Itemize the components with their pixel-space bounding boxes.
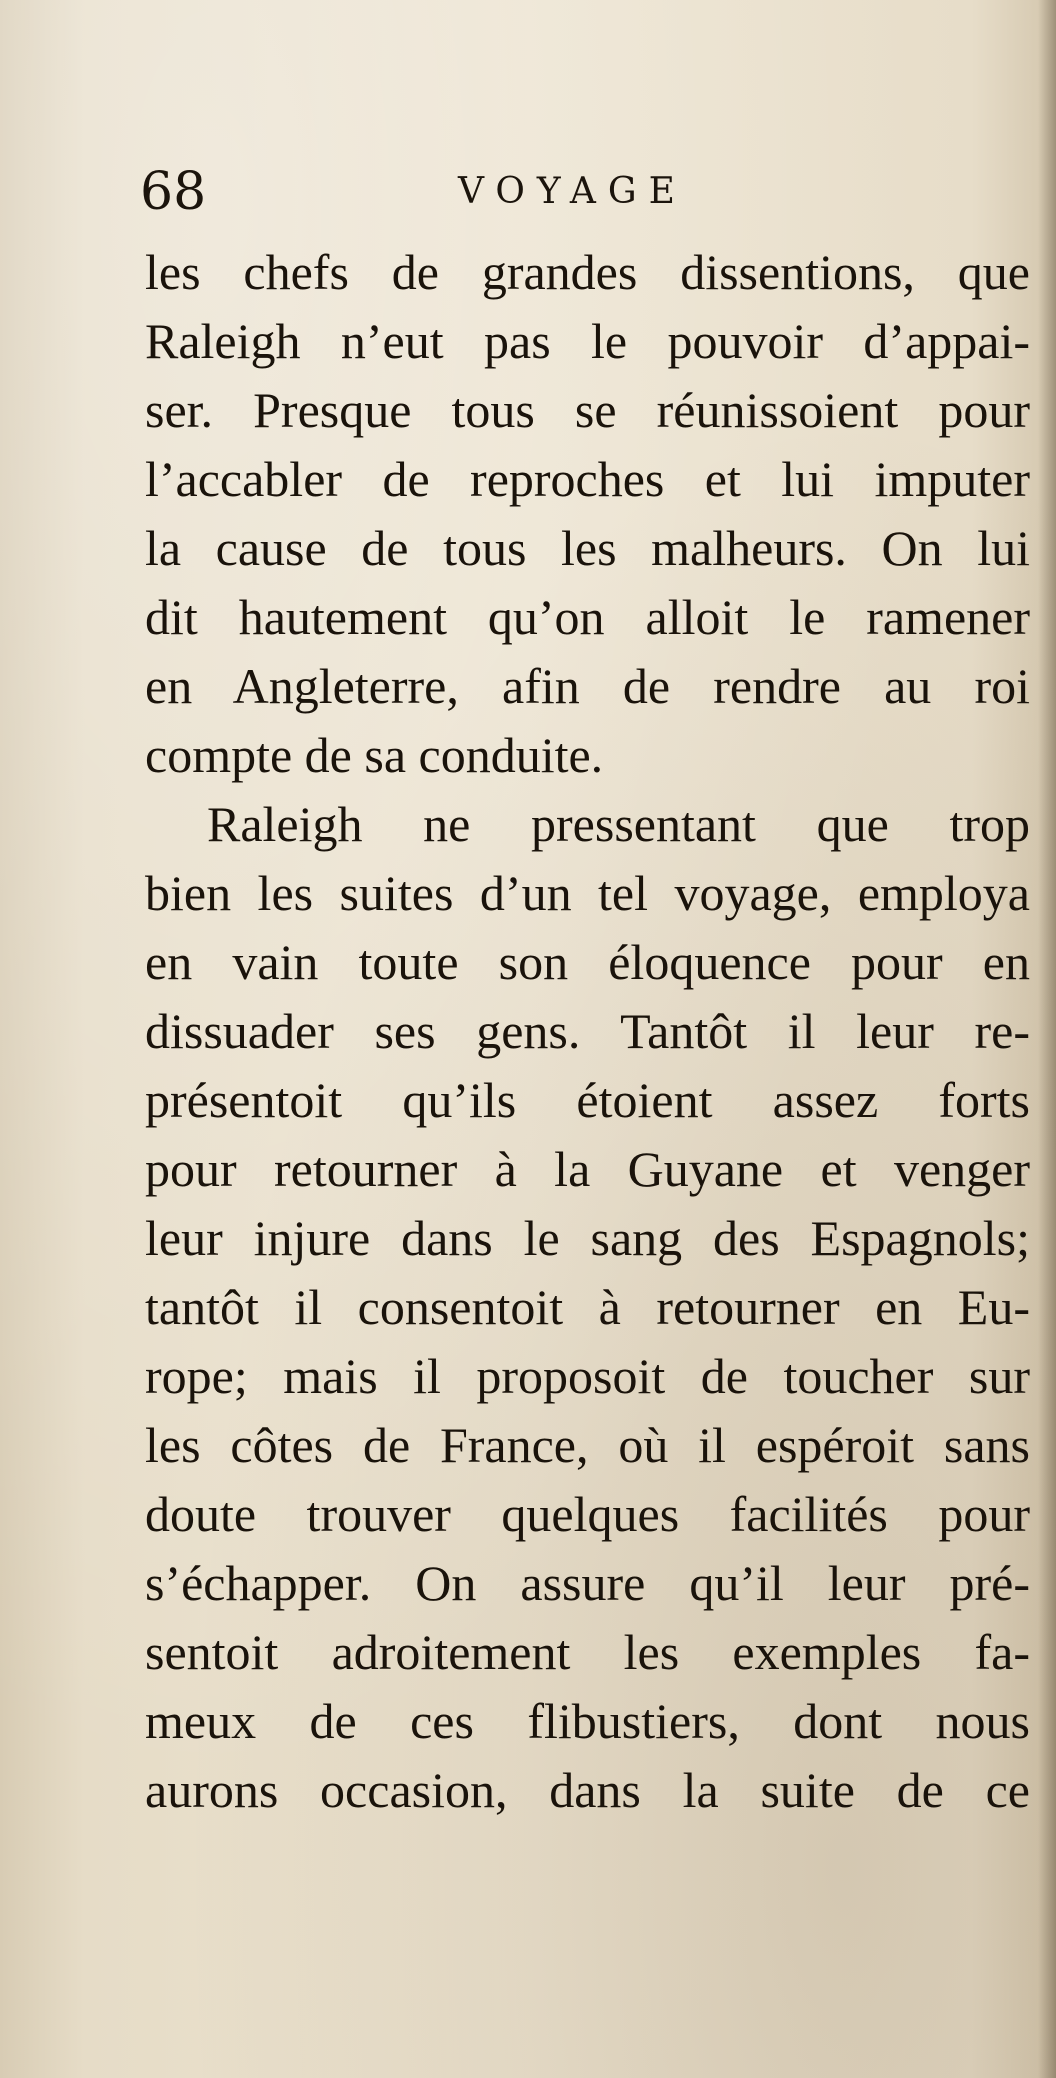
running-title: VOYAGE (458, 171, 687, 212)
text-line: dit hautement qu’on alloit le ramener (145, 589, 1030, 645)
text-line: ser. Presque tous se réunissoient pour (145, 382, 1030, 438)
text-line: dissuader ses gens. Tantôt il leur re- (145, 1003, 1030, 1059)
body-text (145, 238, 1030, 1825)
text-line: s’échapper. On assure qu’il leur pré- (145, 1555, 1030, 1611)
text-line: les côtes de France, où il espéroit sans (145, 1417, 1030, 1473)
text-line: leur injure dans le sang des Espagnols; (145, 1210, 1030, 1266)
page-edge-shadow (1038, 0, 1056, 2078)
text-line: les chefs de grandes dissentions, que (145, 244, 1030, 300)
page-number: 68 (140, 162, 207, 222)
running-head (140, 162, 940, 232)
text-line: Raleigh n’eut pas le pouvoir d’appai- (145, 313, 1030, 369)
text-line: tantôt il consentoit à retourner en Eu- (145, 1279, 1030, 1335)
text-line: pour retourner à la Guyane et venger (145, 1141, 1030, 1197)
text-line: rope; mais il proposoit de toucher sur (145, 1348, 1030, 1404)
text-line: en Angleterre, afin de rendre au roi (145, 658, 1030, 714)
text-line: en vain toute son éloquence pour en (145, 934, 1030, 990)
text-line: meux de ces flibustiers, dont nous (145, 1693, 1030, 1749)
paragraph-end-line: compte de sa conduite. (145, 727, 604, 783)
text-line: doute trouver quelques facilités pour (145, 1486, 1030, 1542)
text-line: la cause de tous les malheurs. On lui (145, 520, 1030, 576)
text-line: aurons occasion, dans la suite de ce (145, 1762, 1030, 1818)
paragraph-start-line: Raleigh ne pressentant que trop (207, 796, 1030, 852)
text-line: l’accabler de reproches et lui imputer (145, 451, 1030, 507)
text-line: sentoit adroitement les exemples fa- (145, 1624, 1030, 1680)
text-line: présentoit qu’ils étoient assez forts (145, 1072, 1030, 1128)
text-line: bien les suites d’un tel voyage, employa (145, 865, 1030, 921)
